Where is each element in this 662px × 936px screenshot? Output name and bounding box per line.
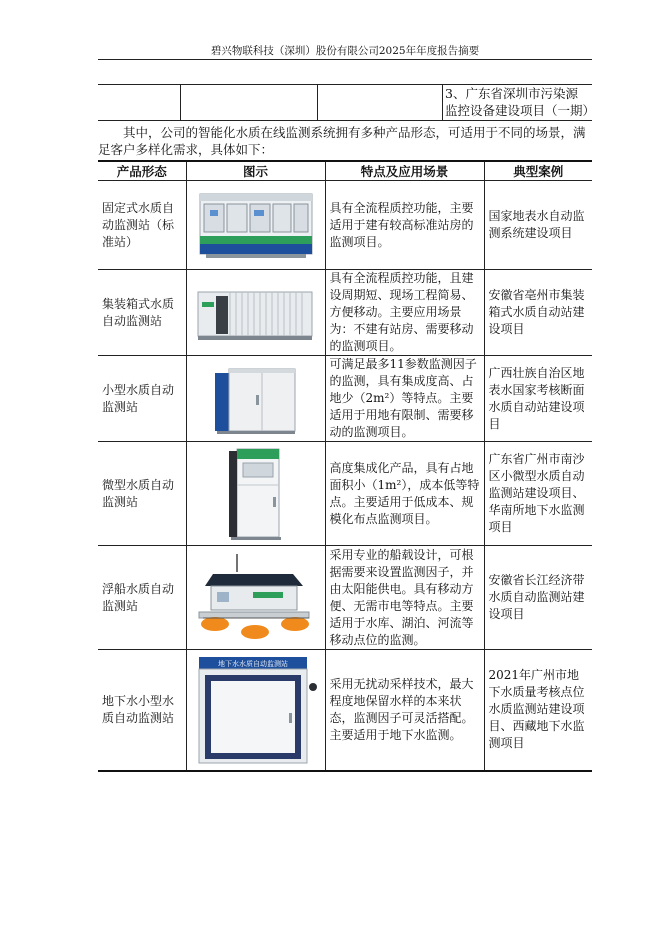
product-case: 广西壮族自治区地表水国家考核断面水质自动站建设项目 xyxy=(484,356,592,442)
table-cell xyxy=(181,85,318,121)
product-image-cell xyxy=(186,442,325,546)
product-form: 地下水小型水质自动监测站 xyxy=(98,650,186,771)
product-case: 国家地表水自动监测系统建设项目 xyxy=(484,181,592,270)
fixed-station-image xyxy=(196,188,316,262)
table-row xyxy=(98,85,592,121)
micro-station-image xyxy=(221,445,291,543)
product-form: 集装箱式水质自动监测站 xyxy=(98,270,186,356)
table-cell: 3、广东省深圳市污染源监控设备建设项目（一期） xyxy=(443,85,593,121)
intro-paragraph: 其中，公司的智能化水质在线监测系统拥有多种产品形态，可适用于不同的场景，满足客户多样化需求，具体如下： xyxy=(98,125,586,157)
table-row xyxy=(98,270,592,356)
table-cell xyxy=(98,85,181,121)
product-features: 采用无扰动采样技术，最大程度地保留水样的本来状态，监测因子可灵活搭配。主要适用于地下水监测。 xyxy=(325,650,484,771)
product-features: 具有全流程质控功能，主要适用于建有较高标准站房的监测项目。 xyxy=(325,181,484,270)
table-row xyxy=(98,442,592,546)
table-row xyxy=(98,181,592,270)
product-image-cell xyxy=(186,650,325,771)
table-row xyxy=(98,650,592,771)
column-header: 典型案例 xyxy=(484,161,592,181)
product-image-cell xyxy=(186,356,325,442)
table-row xyxy=(98,546,592,650)
header-row xyxy=(98,161,592,181)
product-case: 2021年广州市地下水质量考核点位水质监测站建设项目、西藏地下水监测项目 xyxy=(484,650,592,771)
product-form: 微型水质自动监测站 xyxy=(98,442,186,546)
report-header: 碧兴物联科技（深圳）股份有限公司2025年年度报告摘要 xyxy=(210,45,480,57)
header-divider xyxy=(98,59,592,60)
column-header: 特点及应用场景 xyxy=(325,161,484,181)
continued-table xyxy=(98,84,596,121)
column-header: 图示 xyxy=(186,161,325,181)
buoy-station-image xyxy=(193,550,319,646)
product-form: 固定式水质自动监测站（标准站） xyxy=(98,181,186,270)
groundwater-sign-text: 地下水水质自动监测站 xyxy=(217,659,288,668)
column-header: 产品形态 xyxy=(98,161,186,181)
product-form: 浮船水质自动监测站 xyxy=(98,546,186,650)
small-station-image xyxy=(211,361,301,437)
table-cell xyxy=(318,85,443,121)
groundwater-station-image xyxy=(191,653,321,767)
product-case: 广东省广州市南沙区小微型水质自动监测站建设项目、华南所地下水监测项目 xyxy=(484,442,592,546)
product-features: 采用专业的船载设计，可根据需要来设置监测因子，并由太阳能供电。具有移动方便、无需市电等特点。主要适用于水库、湖泊、河流等移动点位的监测。 xyxy=(325,546,484,650)
product-case: 安徽省亳州市集装箱式水质自动站建设项目 xyxy=(484,270,592,356)
product-image-cell xyxy=(186,181,325,270)
product-form: 小型水质自动监测站 xyxy=(98,356,186,442)
product-features: 具有全流程质控功能，且建设周期短、现场工程简易、方便移动。主要应用场景为：不建有站房、需要移动的监测项目。 xyxy=(325,270,484,356)
table-row xyxy=(98,356,592,442)
product-image-cell xyxy=(186,270,325,356)
product-features: 可满足最多11参数监测因子的监测，具有集成度高、占地少（2m²）等特点。主要适用于用地有限制、需要移动的监测项目。 xyxy=(325,356,484,442)
product-table xyxy=(98,160,592,772)
container-station-image xyxy=(196,282,316,344)
product-image-cell xyxy=(186,546,325,650)
product-case: 安徽省长江经济带水质自动监测站建设项目 xyxy=(484,546,592,650)
product-features: 高度集成化产品，具有占地面积小（1m²），成本低等特点。主要适用于低成本、规模化布点监测项目。 xyxy=(325,442,484,546)
